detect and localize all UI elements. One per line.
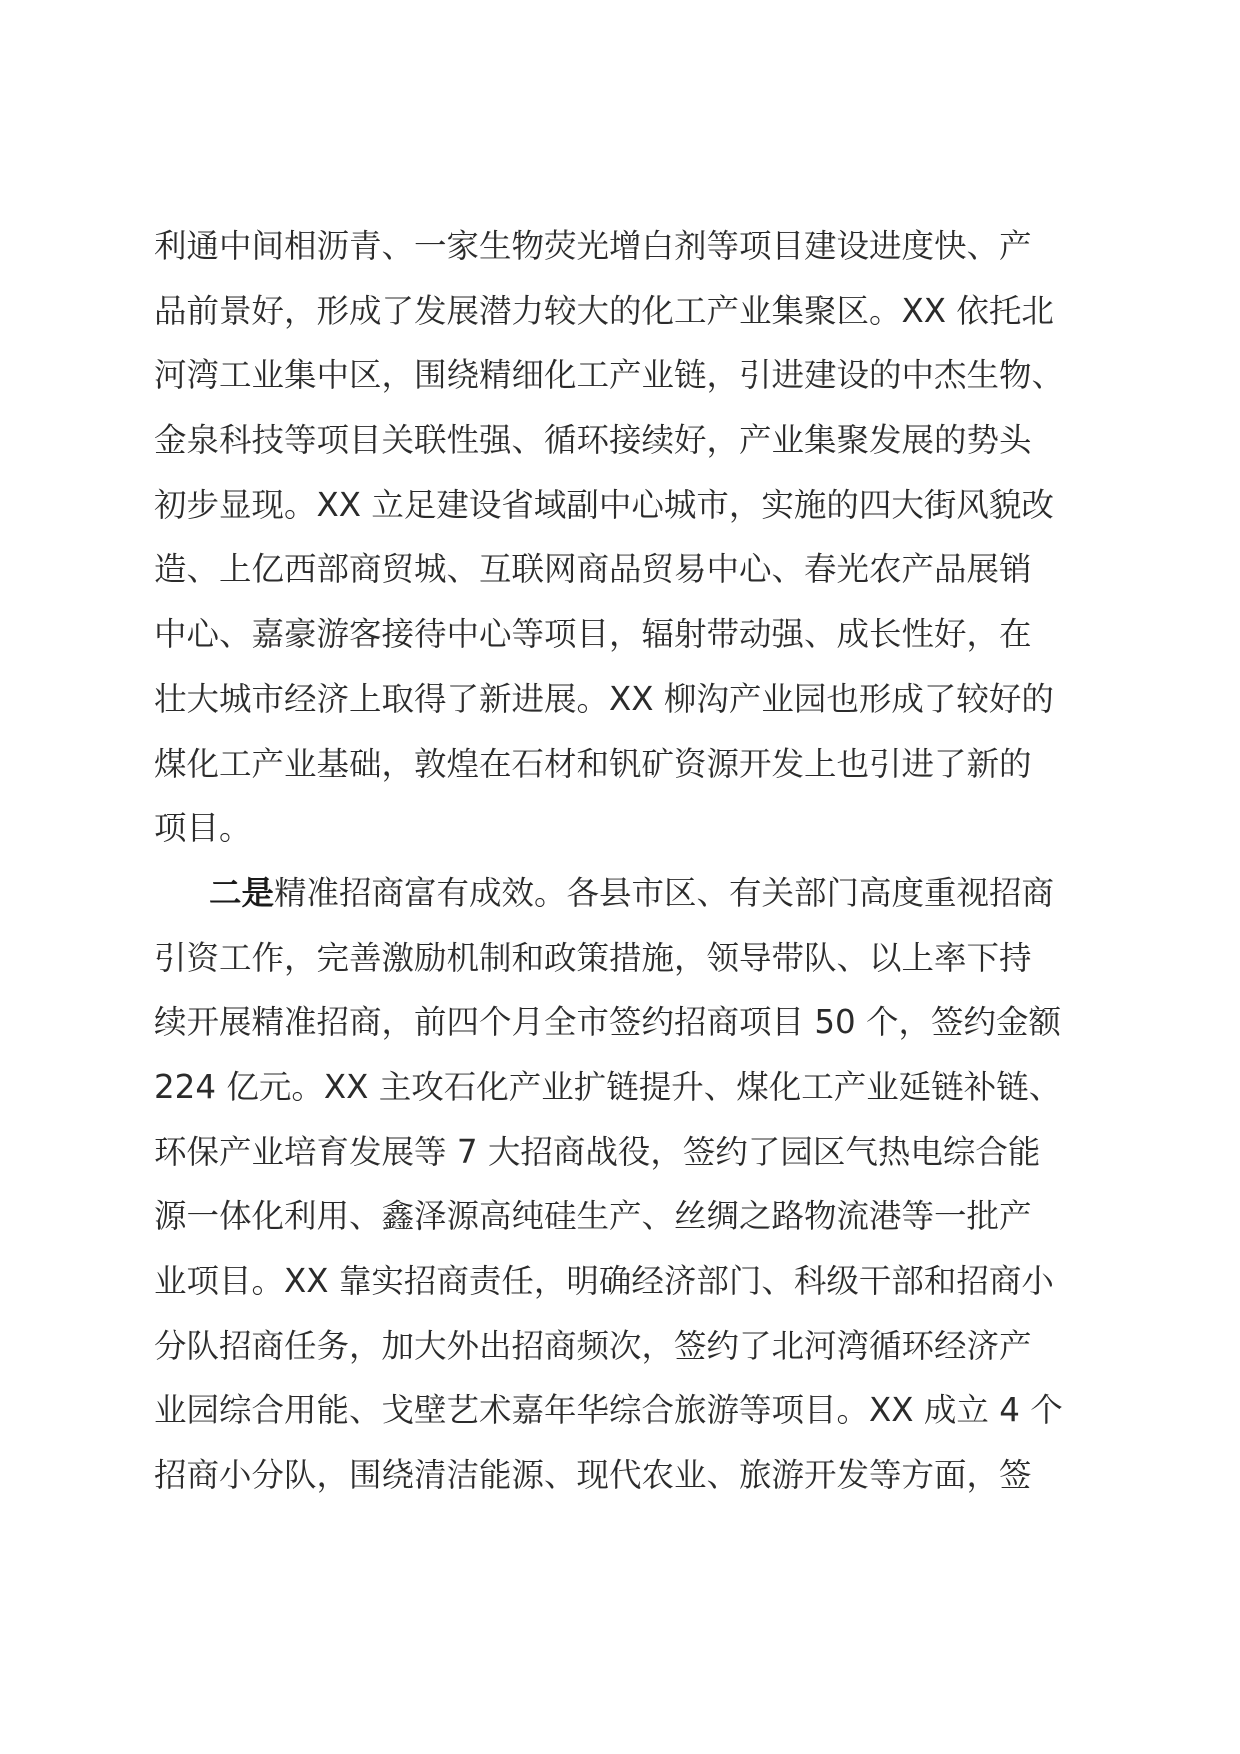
text-line: 河湾工业集中区，围绕精细化工产业链，引进建设的中杰生物、 bbox=[154, 356, 1065, 395]
text-line: 引资工作，完善激励机制和政策措施，领导带队、以上率下持 bbox=[154, 938, 1032, 977]
text-line: 利通中间相沥青、一家生物荧光增白剂等项目建设进度快、产 bbox=[154, 227, 1032, 265]
text-line: 业园综合用能、戈壁艺术嘉年华综合旅游等项目。XX 成立 4 个 bbox=[154, 1391, 1063, 1430]
text-line: 造、上亿西部商贸城、互联网商品贸易中心、春光农产品展销 bbox=[154, 550, 1032, 589]
text-line: 招商小分队，围绕清洁能源、现代农业、旅游开发等方面，签 bbox=[154, 1456, 1032, 1495]
text-line: 壮大城市经济上取得了新进展。XX 柳沟产业园也形成了较好的 bbox=[154, 679, 1054, 718]
body-text bbox=[154, 214, 1094, 1508]
text-line: 煤化工产业基础，敦煌在石材和钒矿资源开发上也引进了新的 bbox=[154, 744, 1032, 783]
paragraph-lead: 二是 bbox=[209, 873, 275, 912]
text-line: 品前景好，形成了发展潜力较大的化工产业集聚区。XX 依托北 bbox=[154, 291, 1054, 330]
text-line: 环保产业培育发展等 7 大招商战役，签约了园区气热电综合能 bbox=[154, 1132, 1041, 1171]
text-line: 中心、嘉豪游客接待中心等项目，辐射带动强、成长性好，在 bbox=[154, 615, 1032, 654]
text-line: 金泉科技等项目关联性强、循环接续好，产业集聚发展的势头 bbox=[154, 421, 1032, 460]
text-line: 分队招商任务，加大外出招商频次，签约了北河湾循环经济产 bbox=[154, 1326, 1032, 1365]
paragraph-first-text: 精准招商富有成效。各县市区、有关部门高度重视招商 bbox=[274, 873, 1055, 912]
text-line: 初步显现。XX 立足建设省域副中心城市，实施的四大街风貌改 bbox=[154, 485, 1054, 524]
text-line: 续开展精准招商，前四个月全市签约招商项目 50 个，签约金额 bbox=[154, 1003, 1062, 1042]
text-line: 224 亿元。XX 主攻石化产业扩链提升、煤化工产业延链补链、 bbox=[154, 1067, 1062, 1106]
text-line: 源一体化利用、鑫泽源高纯硅生产、丝绸之路物流港等一批产 bbox=[154, 1197, 1032, 1236]
text-line: 项目。 bbox=[154, 809, 252, 848]
paragraph-2-first-line bbox=[154, 861, 1094, 926]
text-line: 业项目。XX 靠实招商责任，明确经济部门、科级干部和招商小 bbox=[154, 1262, 1054, 1300]
